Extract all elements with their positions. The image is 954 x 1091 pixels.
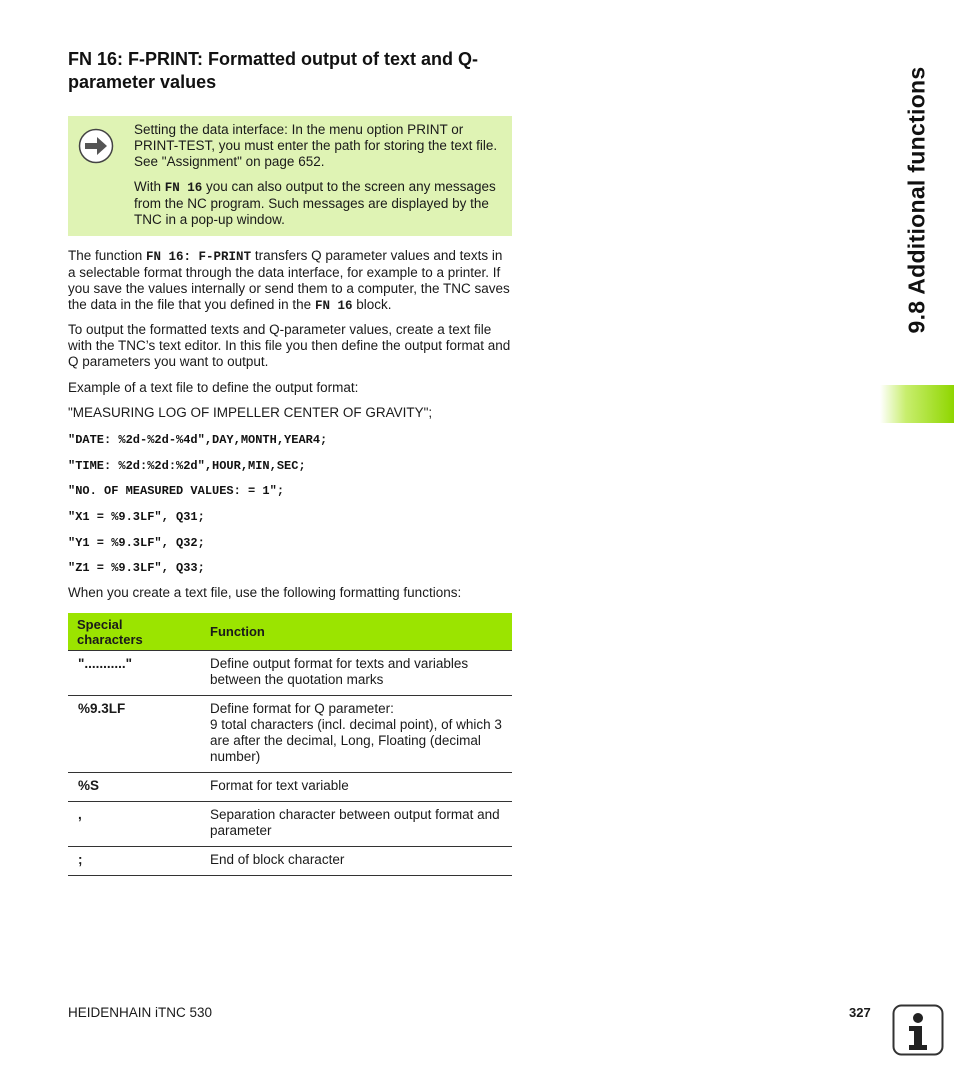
table-cell-function: Define output format for texts and variables between the quotation marks	[194, 651, 512, 696]
chapter-side-title	[897, 52, 937, 348]
code-line: "Z1 = %9.3LF", Q33;	[68, 561, 205, 575]
code-line: "Y1 = %9.3LF", Q32;	[68, 536, 205, 550]
chapter-side-title-text: 9.8 Additional functions	[903, 66, 930, 334]
table-header-row	[68, 613, 512, 651]
code-line: "DATE: %2d-%2d-%4d",DAY,MONTH,YEAR4;	[68, 433, 328, 447]
formatting-table	[68, 613, 512, 876]
table-cell-function: Define format for Q parameter: 9 total characters (incl. decimal point), of which 3 are after the decimal, Long, Floating (decimal number)	[194, 696, 512, 773]
table-header-special-characters: Special characters	[68, 613, 194, 651]
note-text-segment: you can also output to the screen any messages from the NC program. Such messages are displayed by the TNC in a pop-up window.	[134, 179, 496, 227]
table-row	[68, 651, 512, 696]
table-cell-character: %9.3LF	[68, 696, 194, 773]
example-label: Example of a text file to define the output format:	[68, 380, 359, 395]
table-cell-character: ,	[68, 802, 194, 847]
note-text	[134, 122, 504, 237]
text-file-paragraph-text: To output the formatted texts and Q-parameter values, create a text file with the TNC’s text editor. In this file you then define the output format and Q parameters you want to output.	[68, 322, 511, 369]
table-row	[68, 773, 512, 802]
note-paragraph-2	[134, 179, 504, 228]
table-cell-character: "..........."	[68, 651, 194, 696]
intro-text-segment: transfers Q parameter values and texts in a selectable format through the data interface, for example to a printer. If you save the values internally or send them to a computer, the TNC saves the data in the file that you defined in the	[68, 248, 510, 312]
intro-code-1: FN 16: F-PRINT	[146, 250, 252, 264]
page-title: FN 16: F-PRINT: Formatted output of text and Q-parameter values	[68, 49, 478, 92]
note-code: FN 16	[164, 181, 203, 195]
note-paragraph-1: Setting the data interface: In the menu option PRINT or PRINT-TEST, you must enter the path for storing the text file. See "Assignment" on page 652.	[134, 122, 498, 169]
text-file-paragraph	[68, 322, 513, 370]
table-row	[68, 696, 512, 773]
note-box	[68, 116, 512, 236]
table-cell-character: ;	[68, 847, 194, 876]
table-cell-function: End of block character	[194, 847, 512, 876]
table-row	[68, 847, 512, 876]
example-first-line: "MEASURING LOG OF IMPELLER CENTER OF GRAVITY";	[68, 405, 433, 420]
note-text-segment: With	[134, 179, 165, 194]
table-cell-function: Separation character between output format and parameter	[194, 802, 512, 847]
table-cell-function: Format for text variable	[194, 773, 512, 802]
intro-paragraph	[68, 248, 513, 314]
code-line: "X1 = %9.3LF", Q31;	[68, 510, 205, 524]
table-header-function: Function	[194, 613, 512, 651]
table-cell-character: %S	[68, 773, 194, 802]
info-icon	[892, 1004, 944, 1056]
page-number: 327	[849, 1005, 871, 1020]
formatting-intro: When you create a text file, use the following formatting functions:	[68, 585, 462, 600]
chapter-tab-marker	[880, 385, 954, 423]
arrow-right-icon	[78, 128, 114, 164]
intro-text-segment: block.	[352, 297, 392, 312]
code-line: "NO. OF MEASURED VALUES: = 1";	[68, 484, 285, 498]
table-row	[68, 802, 512, 847]
intro-text-segment: The function	[68, 248, 147, 263]
intro-code-2: FN 16	[314, 299, 353, 313]
footer-product: HEIDENHAIN iTNC 530	[68, 1005, 213, 1020]
code-line: "TIME: %2d:%2d:%2d",HOUR,MIN,SEC;	[68, 459, 306, 473]
